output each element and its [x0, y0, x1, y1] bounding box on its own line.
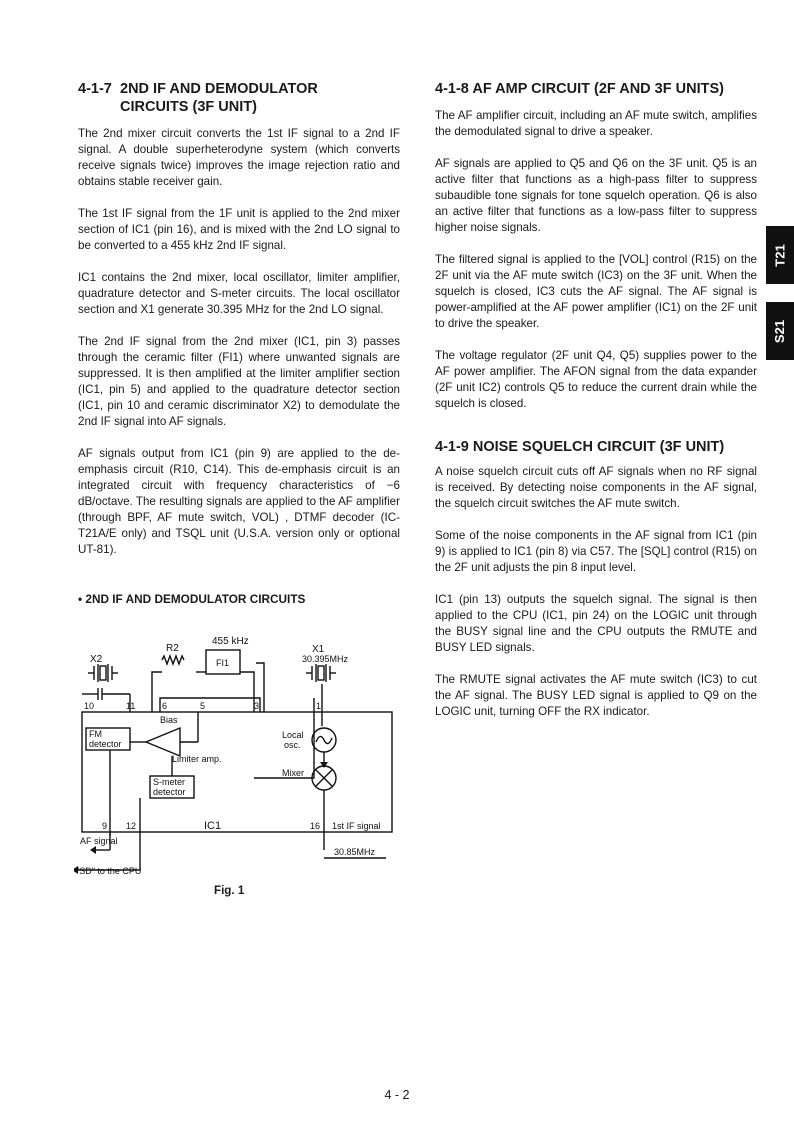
x1-freq-label: 30.395MHz [302, 654, 349, 664]
figure-heading: • 2ND IF AND DEMODULATOR CIRCUITS [78, 592, 306, 606]
pin-12-label: 12 [126, 821, 137, 831]
x2-label: X2 [90, 654, 103, 665]
paragraph: IC1 contains the 2nd mixer, local oscillator, limiter amplifier, quadrature detector and S-meter circuits. The local oscillator section and X1 generate 30.395 MHz for the 2nd LO signal. [78, 271, 400, 316]
section-title: AF AMP CIRCUIT (2F AND 3F UNITS) [472, 81, 724, 97]
circuit-diagram [74, 632, 404, 880]
paragraph: A noise squelch circuit cuts off AF signals when no RF signal is received. By detecting noise components in the AF signal, the squelch circuit switches the AF mute switch. [435, 465, 757, 510]
ic1-label: IC1 [204, 820, 222, 832]
page-number: 4 - 2 [384, 1088, 410, 1102]
tab-s21-label: S21 [772, 319, 788, 343]
section-number: 4-1-7 [78, 81, 112, 97]
pin-11-label: 11 [126, 701, 136, 711]
mixer-label: Mixer [282, 768, 304, 778]
smeter-label-1: S-meter [153, 777, 186, 787]
fm-detector-label-2: detector [89, 739, 122, 749]
figure-caption: Fig. 1 [214, 884, 245, 897]
pin-10-label: 10 [84, 701, 95, 711]
section-title: NOISE SQUELCH CIRCUIT (3F UNIT) [472, 439, 725, 455]
fm-detector-label-1: FM [89, 729, 102, 739]
paragraph: The 2nd IF signal from the 2nd mixer (IC1, pin 3) passes through the ceramic filter (FI1) where unwanted signals are suppressed. It is then amplified at the limiter amplifier section (IC1, pin 5) and applied to the quadrature detector section (IC1, pin 10 and ceramic discriminator X2) to demodulate the 2nd IF signal into AF signals. [78, 335, 400, 428]
fi1-label: FI1 [216, 658, 230, 668]
right-column [435, 80, 757, 720]
section-heading-4-1-9 [435, 438, 757, 456]
paragraph: AF signals output from IC1 (pin 9) are applied to the de-emphasis circuit (R10, C14). This de-emphasis circuit is an integrated circuit with frequency characteristics of −6 dB/octave. The resulting signals are applied to the AF amplifier (through BPF, AF mute switch, VOL) , DTMF decoder (IC-T21A/E only) and TSQL unit (U.S.A. version only or optional UT-81). [78, 447, 400, 556]
pin-6-label: 6 [162, 701, 168, 711]
limiter-amp-label: Limiter amp. [172, 754, 222, 764]
paragraph: The 2nd mixer circuit converts the 1st IF signal to a 2nd IF signal. A double superheterodyne system (which converts receive signals twice) improves the image rejection ratio and obtains stable receiver gain. [78, 127, 400, 188]
section-number: 4-1-8 [435, 81, 469, 97]
r2-resistor [162, 656, 184, 664]
section-number: 4-1-9 [435, 439, 469, 455]
freq-455-label: 455 kHz [212, 636, 249, 647]
paragraph: IC1 (pin 13) outputs the squelch signal. The signal is then applied to the CPU (IC1, pin 24) on the LOGIC unit through the BUSY signal line and the CPU outputs the RMUTE and BUSY LED signals. [435, 593, 757, 654]
paragraph: The voltage regulator (2F unit Q4, Q5) supplies power to the AF power amplifier. The AFON signal from the data expander (2F unit IC2) controls Q5 to reduce the current drain while the squelch is closed. [435, 349, 757, 410]
paragraph: The AF amplifier circuit, including an AF mute switch, amplifies the demodulated signal to drive a speaker. [435, 109, 757, 138]
section-heading-4-1-7 [78, 80, 400, 116]
section-title-line1: 2ND IF AND DEMODULATOR [120, 81, 318, 97]
section-title-line2: CIRCUITS (3F UNIT) [120, 99, 257, 115]
tab-t21 [766, 226, 794, 284]
local-osc-label-1: Local [282, 730, 304, 740]
ic1-box [82, 712, 392, 832]
paragraph: The 1st IF signal from the 1F unit is applied to the 2nd mixer section of IC1 (pin 16), and is mixed with the 2nd LO signal to be converted to a 455 kHz 2nd IF signal. [78, 207, 400, 252]
pin-1-label: 1 [316, 701, 322, 711]
bias-label: Bias [160, 715, 178, 725]
af-signal-label: AF signal [80, 836, 118, 846]
local-osc-label-2: osc. [284, 740, 301, 750]
pin-16-label: 16 [310, 821, 321, 831]
section-heading-4-1-8 [435, 80, 757, 98]
x1-label: X1 [312, 644, 325, 655]
pin-5-label: 5 [200, 701, 206, 711]
paragraph: Some of the noise components in the AF signal from IC1 (pin 9) is applied to IC1 (pin 8) via C57. The [SQL] control (R15) on the 2F unit adjusts the pin 8 input level. [435, 529, 757, 574]
tab-s21 [766, 302, 794, 360]
first-if-label-2: 30.85MHz [334, 847, 376, 857]
sd-cpu-label: "SD" to the CPU [76, 866, 142, 876]
r2-label: R2 [166, 643, 179, 654]
paragraph: AF signals are applied to Q5 and Q6 on the 3F unit. Q5 is an active filter that functions as a high-pass filter to suppress subaudible tone signals for tone squelch operation. Q6 is also an active filter that functions as a low-pass filter to suppress higher noise signals. [435, 157, 757, 234]
tab-t21-label: T21 [772, 243, 788, 267]
paragraph: The RMUTE signal activates the AF mute switch (IC3) to cut the AF signal. The BUSY LED signal is applied to Q9 on the LOGIC unit, turning OFF the RX indicator. [435, 673, 757, 718]
first-if-label-1: 1st IF signal [332, 821, 381, 831]
left-column [78, 80, 400, 606]
pin-9-label: 9 [102, 821, 108, 831]
smeter-label-2: detector [153, 787, 186, 797]
pin-3-label: 3 [254, 701, 260, 711]
paragraph: The filtered signal is applied to the [VOL] control (R15) on the 2F unit via the AF mute switch (IC3) on the 3F unit. When the squelch is closed, IC3 cuts the AF signal. The AF signal is power-amplified at the AF power amplifier (IC1) on the 2F unit to drive the speaker. [435, 253, 757, 330]
